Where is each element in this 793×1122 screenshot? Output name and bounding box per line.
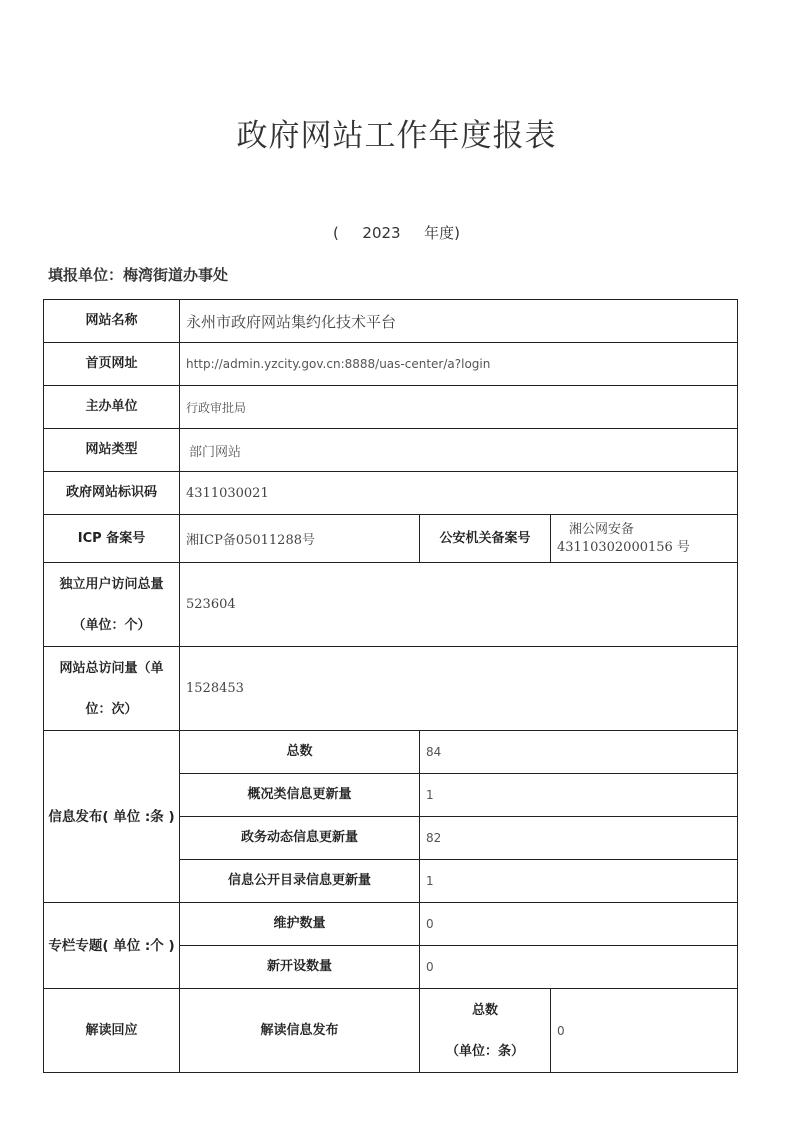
site-name-value: 永州市政府网站集约化技术平台 <box>180 300 738 343</box>
column-maintain-label: 维护数量 <box>180 903 420 946</box>
pv-label <box>44 647 180 731</box>
column-new-value: 0 <box>420 946 738 989</box>
info-publish-label: 信息发布( 单位 :条 ) <box>44 731 180 903</box>
sponsor-value: 行政审批局 <box>180 386 738 429</box>
table-row <box>44 429 738 472</box>
pv-label-line2: 位：次） <box>85 701 138 717</box>
table-row <box>44 647 738 731</box>
report-title: 政府网站工作年度报表 <box>236 118 557 154</box>
police-label: 公安机关备案号 <box>420 515 551 563</box>
uv-label-line2: （单位：个） <box>72 617 151 633</box>
interpret-total-label <box>420 989 551 1073</box>
interpret-label: 解读回应 <box>44 989 180 1073</box>
table-row <box>44 472 738 515</box>
site-type-label: 网站类型 <box>44 429 180 472</box>
site-id-label: 政府网站标识码 <box>44 472 180 515</box>
homepage-value: http://admin.yzcity.gov.cn:8888/uas-center/a?login <box>180 343 738 386</box>
interpret-total-value: 0 <box>551 989 738 1073</box>
column-maintain-value: 0 <box>420 903 738 946</box>
info-total-value: 84 <box>420 731 738 774</box>
site-name-label: 网站名称 <box>44 300 180 343</box>
uv-value: 523604 <box>180 563 738 647</box>
info-news-value: 82 <box>420 817 738 860</box>
year-suffix: 年度) <box>424 224 461 242</box>
table-row <box>44 989 738 1073</box>
interpret-total-line2: （单位：条） <box>445 1043 524 1059</box>
table-row <box>44 515 738 563</box>
site-id-value: 4311030021 <box>180 472 738 515</box>
info-news-label: 政务动态信息更新量 <box>180 817 420 860</box>
table-row <box>44 731 738 774</box>
info-overview-label: 概况类信息更新量 <box>180 774 420 817</box>
report-table <box>43 299 738 1073</box>
interpret-total-line1: 总数 <box>471 1002 498 1018</box>
report-year <box>0 222 793 243</box>
filing-unit-label: 填报单位： <box>48 266 124 284</box>
icp-value: 湘ICP备05011288号 <box>180 515 420 563</box>
info-overview-value: 1 <box>420 774 738 817</box>
icp-label: ICP 备案号 <box>44 515 180 563</box>
pv-value: 1528453 <box>180 647 738 731</box>
uv-label <box>44 563 180 647</box>
info-total-label: 总数 <box>180 731 420 774</box>
column-new-label: 新开设数量 <box>180 946 420 989</box>
year-value: 2023 <box>362 224 401 242</box>
pv-label-line1: 网站总访问量（单 <box>59 660 164 676</box>
table-row <box>44 386 738 429</box>
table-row <box>44 300 738 343</box>
column-topic-label: 专栏专题( 单位 :个 ) <box>44 903 180 989</box>
police-value-line1: 湘公网安备 <box>569 521 635 537</box>
table-row <box>44 343 738 386</box>
homepage-label: 首页网址 <box>44 343 180 386</box>
site-type-value: 部门网站 <box>180 429 738 472</box>
filing-unit-value: 梅湾街道办事处 <box>123 266 229 284</box>
info-catalog-label: 信息公开目录信息更新量 <box>180 860 420 903</box>
police-value <box>551 515 738 563</box>
table-row <box>44 903 738 946</box>
info-catalog-value: 1 <box>420 860 738 903</box>
table-row <box>44 563 738 647</box>
police-value-line2: 43110302000156 号 <box>557 539 690 555</box>
uv-label-line1: 独立用户访问总量 <box>59 576 164 592</box>
sponsor-label: 主办单位 <box>44 386 180 429</box>
interpret-publish-label: 解读信息发布 <box>180 989 420 1073</box>
year-open: ( <box>332 224 339 242</box>
filing-unit <box>48 264 228 285</box>
